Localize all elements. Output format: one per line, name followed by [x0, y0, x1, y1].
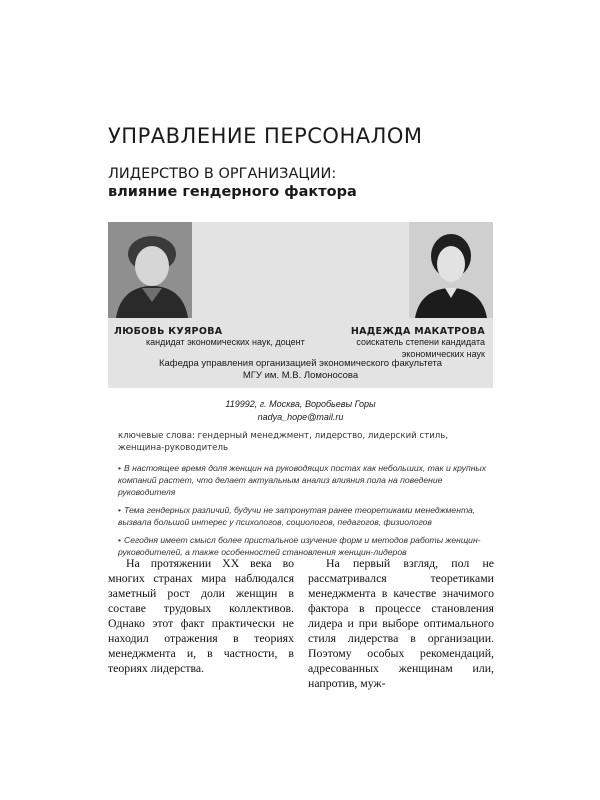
- email-address[interactable]: nadya_hope@mail.ru: [257, 412, 344, 422]
- article-subtitle: влияние гендерного фактора: [108, 184, 357, 200]
- author-name-kuyarova: ЛЮБОВЬ КУЯРОВА: [114, 326, 223, 337]
- bullet-icon: •: [118, 505, 122, 515]
- author-photo-kuyarova: [108, 222, 192, 318]
- author-name-makatrova: НАДЕЖДА МАКАТРОВА: [350, 326, 485, 337]
- author-portrait-icon: [108, 222, 192, 318]
- abstract-text: В настоящее время доля женщин на руководящих постах как небольших, так и крупных компаний растет, что делает актуальным анализ влияния пола на поведение руководителя: [118, 463, 487, 497]
- authors-panel: [108, 222, 493, 388]
- address-block: [108, 398, 493, 424]
- article-title: ЛИДЕРСТВО В ОРГАНИЗАЦИИ:: [108, 166, 337, 182]
- body-paragraph: На протяжении XX века во многих странах мира наблюдался заметный рост доли женщин в составе трудовых коллективов. Однако этот факт практически не находил отражения в теориях менеджмента и, в частности, в теориях лидерства.: [108, 556, 294, 675]
- abstract-text: Сегодня имеет смысл более пристальное изучение форм и методов работы женщин-руководителей, а также особенностей становления женщин-лидеров: [118, 535, 481, 557]
- author-degree-makatrova: [356, 336, 485, 360]
- affiliation: [108, 358, 493, 382]
- section-title: УПРАВЛЕНИЕ ПЕРСОНАЛОМ: [108, 124, 423, 148]
- author-portrait-icon: [409, 222, 493, 318]
- postal-address: 119992, г. Москва, Воробьевы Горы: [225, 399, 376, 409]
- abstract-item: [118, 534, 496, 558]
- abstract-item: [118, 504, 496, 528]
- bullet-icon: •: [118, 463, 122, 473]
- abstract-item: [118, 462, 496, 498]
- affiliation-line: Кафедра управления организацией экономического факультета: [158, 358, 443, 369]
- author-degree-line: экономических наук: [401, 349, 485, 359]
- body-column-right: [308, 556, 494, 691]
- author-degree-kuyarova: кандидат экономических наук, доцент: [146, 337, 305, 347]
- abstract-text: Тема гендерных различий, будучи не затронутая ранее теоретиками менеджмента, вызвала большой интерес у психологов, социологов, педагогов, физиологов: [118, 505, 476, 527]
- bullet-icon: •: [118, 535, 122, 545]
- keywords: ключевые слова: гендерный менеджмент, лидерство, лидерский стиль, женщина-руководитель: [118, 431, 449, 453]
- affiliation-line: МГУ им. М.В. Ломоносова: [242, 370, 359, 381]
- author-photo-makatrova: [409, 222, 493, 318]
- body-column-left: [108, 556, 294, 676]
- body-paragraph: На первый взгляд, пол не рассматривался теоретиками менеджмента в качестве значимого фактора в процессе становления лидера и при выборе оптимального стиля лидерства в организации. Поэтому особых рекомендаций, адресованных женщинам или, напротив, муж-: [308, 556, 494, 690]
- author-degree-line: соискатель степени кандидата: [356, 337, 485, 347]
- abstract: [118, 462, 496, 564]
